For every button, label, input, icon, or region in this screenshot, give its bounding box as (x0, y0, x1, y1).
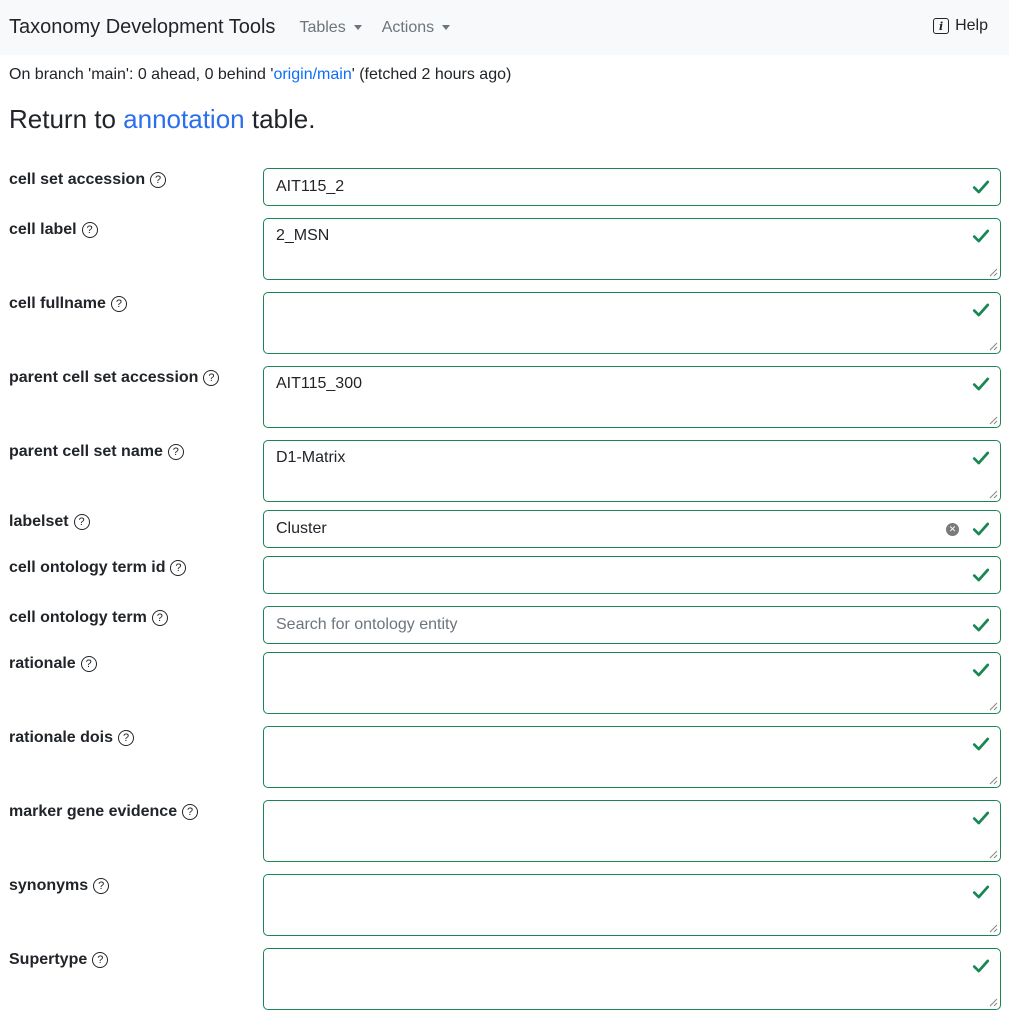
field-label (9, 729, 134, 747)
clear-icon[interactable]: ✕ (946, 523, 959, 536)
field-label (9, 803, 198, 821)
resize-grip-icon[interactable] (988, 923, 998, 933)
check-icon (972, 566, 990, 584)
labelset-select[interactable] (263, 510, 1001, 548)
field-label-text: Supertype (9, 951, 88, 968)
cell-ontology-term-search[interactable] (263, 606, 1001, 644)
check-icon (972, 375, 990, 393)
parent-cell-set-name-textarea[interactable] (263, 440, 1001, 502)
synonyms-textarea[interactable] (263, 874, 1001, 936)
cell-label-textarea[interactable] (263, 218, 1001, 280)
field-placeholder: Search for ontology entity (276, 616, 458, 633)
check-icon (972, 883, 990, 901)
question-circle-icon[interactable]: ? (111, 296, 127, 312)
field-label (9, 877, 109, 895)
field-label-text: cell fullname (9, 295, 106, 312)
question-circle-icon[interactable]: ? (93, 878, 109, 894)
info-icon: i (933, 18, 949, 34)
caret-down-icon (442, 25, 450, 30)
tables-menu[interactable] (299, 19, 361, 37)
branch-status (9, 66, 511, 84)
branch-status-suffix: ' (fetched 2 hours ago) (351, 66, 512, 83)
parent-cell-set-accession-textarea[interactable] (263, 366, 1001, 428)
field-label-text: cell set accession (9, 171, 146, 188)
field-label-text: labelset (9, 513, 69, 530)
cell-ontology-term-id-input[interactable] (263, 556, 1001, 594)
field-value: Cluster (276, 520, 327, 537)
resize-grip-icon[interactable] (988, 415, 998, 425)
resize-grip-icon[interactable] (988, 775, 998, 785)
return-suffix: table. (244, 104, 316, 134)
field-value: D1-Matrix (276, 449, 346, 466)
rationale-dois-textarea[interactable] (263, 726, 1001, 788)
caret-down-icon (354, 25, 362, 30)
field-label-text: cell label (9, 221, 77, 238)
check-icon (972, 520, 990, 538)
field-label (9, 951, 108, 969)
check-icon (972, 449, 990, 467)
question-circle-icon[interactable]: ? (82, 222, 98, 238)
field-label-text: cell ontology term (9, 609, 147, 626)
field-value: 2_MSN (276, 227, 330, 244)
field-label-text: parent cell set name (9, 443, 163, 460)
field-label (9, 513, 90, 531)
rationale-textarea[interactable] (263, 652, 1001, 714)
top-navbar (0, 0, 1009, 55)
actions-menu-label: Actions (381, 18, 435, 36)
question-circle-icon[interactable]: ? (92, 952, 108, 968)
field-label-text: synonyms (9, 877, 89, 894)
field-label (9, 295, 127, 313)
field-label-text: cell ontology term id (9, 559, 166, 576)
question-circle-icon[interactable]: ? (170, 560, 186, 576)
check-icon (972, 616, 990, 634)
field-label (9, 369, 219, 387)
field-value: AIT115_2 (276, 178, 345, 195)
marker-gene-evidence-textarea[interactable] (263, 800, 1001, 862)
resize-grip-icon[interactable] (988, 341, 998, 351)
field-label (9, 559, 186, 577)
resize-grip-icon[interactable] (988, 489, 998, 499)
return-prefix: Return to (9, 104, 124, 134)
field-label (9, 609, 168, 627)
tables-menu-label: Tables (299, 18, 346, 36)
resize-grip-icon[interactable] (988, 849, 998, 859)
cell-set-accession-input[interactable] (263, 168, 1001, 206)
cell-fullname-textarea[interactable] (263, 292, 1001, 354)
annotation-link[interactable]: annotation (123, 104, 245, 134)
check-icon (972, 661, 990, 679)
question-circle-icon[interactable]: ? (74, 514, 90, 530)
question-circle-icon[interactable]: ? (168, 444, 184, 460)
field-label (9, 221, 98, 239)
check-icon (972, 178, 990, 196)
question-circle-icon[interactable]: ? (81, 656, 97, 672)
field-label-text: parent cell set accession (9, 369, 199, 386)
check-icon (972, 301, 990, 319)
field-label (9, 443, 184, 461)
field-label-text: rationale (9, 655, 76, 672)
field-label (9, 171, 166, 189)
question-circle-icon[interactable]: ? (152, 610, 168, 626)
supertype-textarea[interactable] (263, 948, 1001, 1010)
field-label (9, 655, 97, 673)
resize-grip-icon[interactable] (988, 997, 998, 1007)
question-circle-icon[interactable]: ? (203, 370, 219, 386)
check-icon (972, 957, 990, 975)
resize-grip-icon[interactable] (988, 701, 998, 711)
branch-status-prefix: On branch 'main': 0 ahead, 0 behind ' (9, 66, 274, 83)
resize-grip-icon[interactable] (988, 267, 998, 277)
question-circle-icon[interactable]: ? (182, 804, 198, 820)
field-label-text: rationale dois (9, 729, 114, 746)
field-value: AIT115_300 (276, 375, 362, 392)
check-icon (972, 735, 990, 753)
check-icon (972, 227, 990, 245)
return-heading (9, 104, 315, 135)
field-label-text: marker gene evidence (9, 803, 178, 820)
check-icon (972, 809, 990, 827)
app-brand[interactable]: Taxonomy Development Tools (9, 16, 276, 38)
question-circle-icon[interactable]: ? (118, 730, 134, 746)
actions-menu[interactable] (382, 19, 450, 37)
help-button[interactable] (933, 17, 988, 35)
origin-main-link[interactable]: origin/main (273, 66, 352, 83)
help-label: Help (955, 17, 988, 34)
question-circle-icon[interactable]: ? (150, 172, 166, 188)
